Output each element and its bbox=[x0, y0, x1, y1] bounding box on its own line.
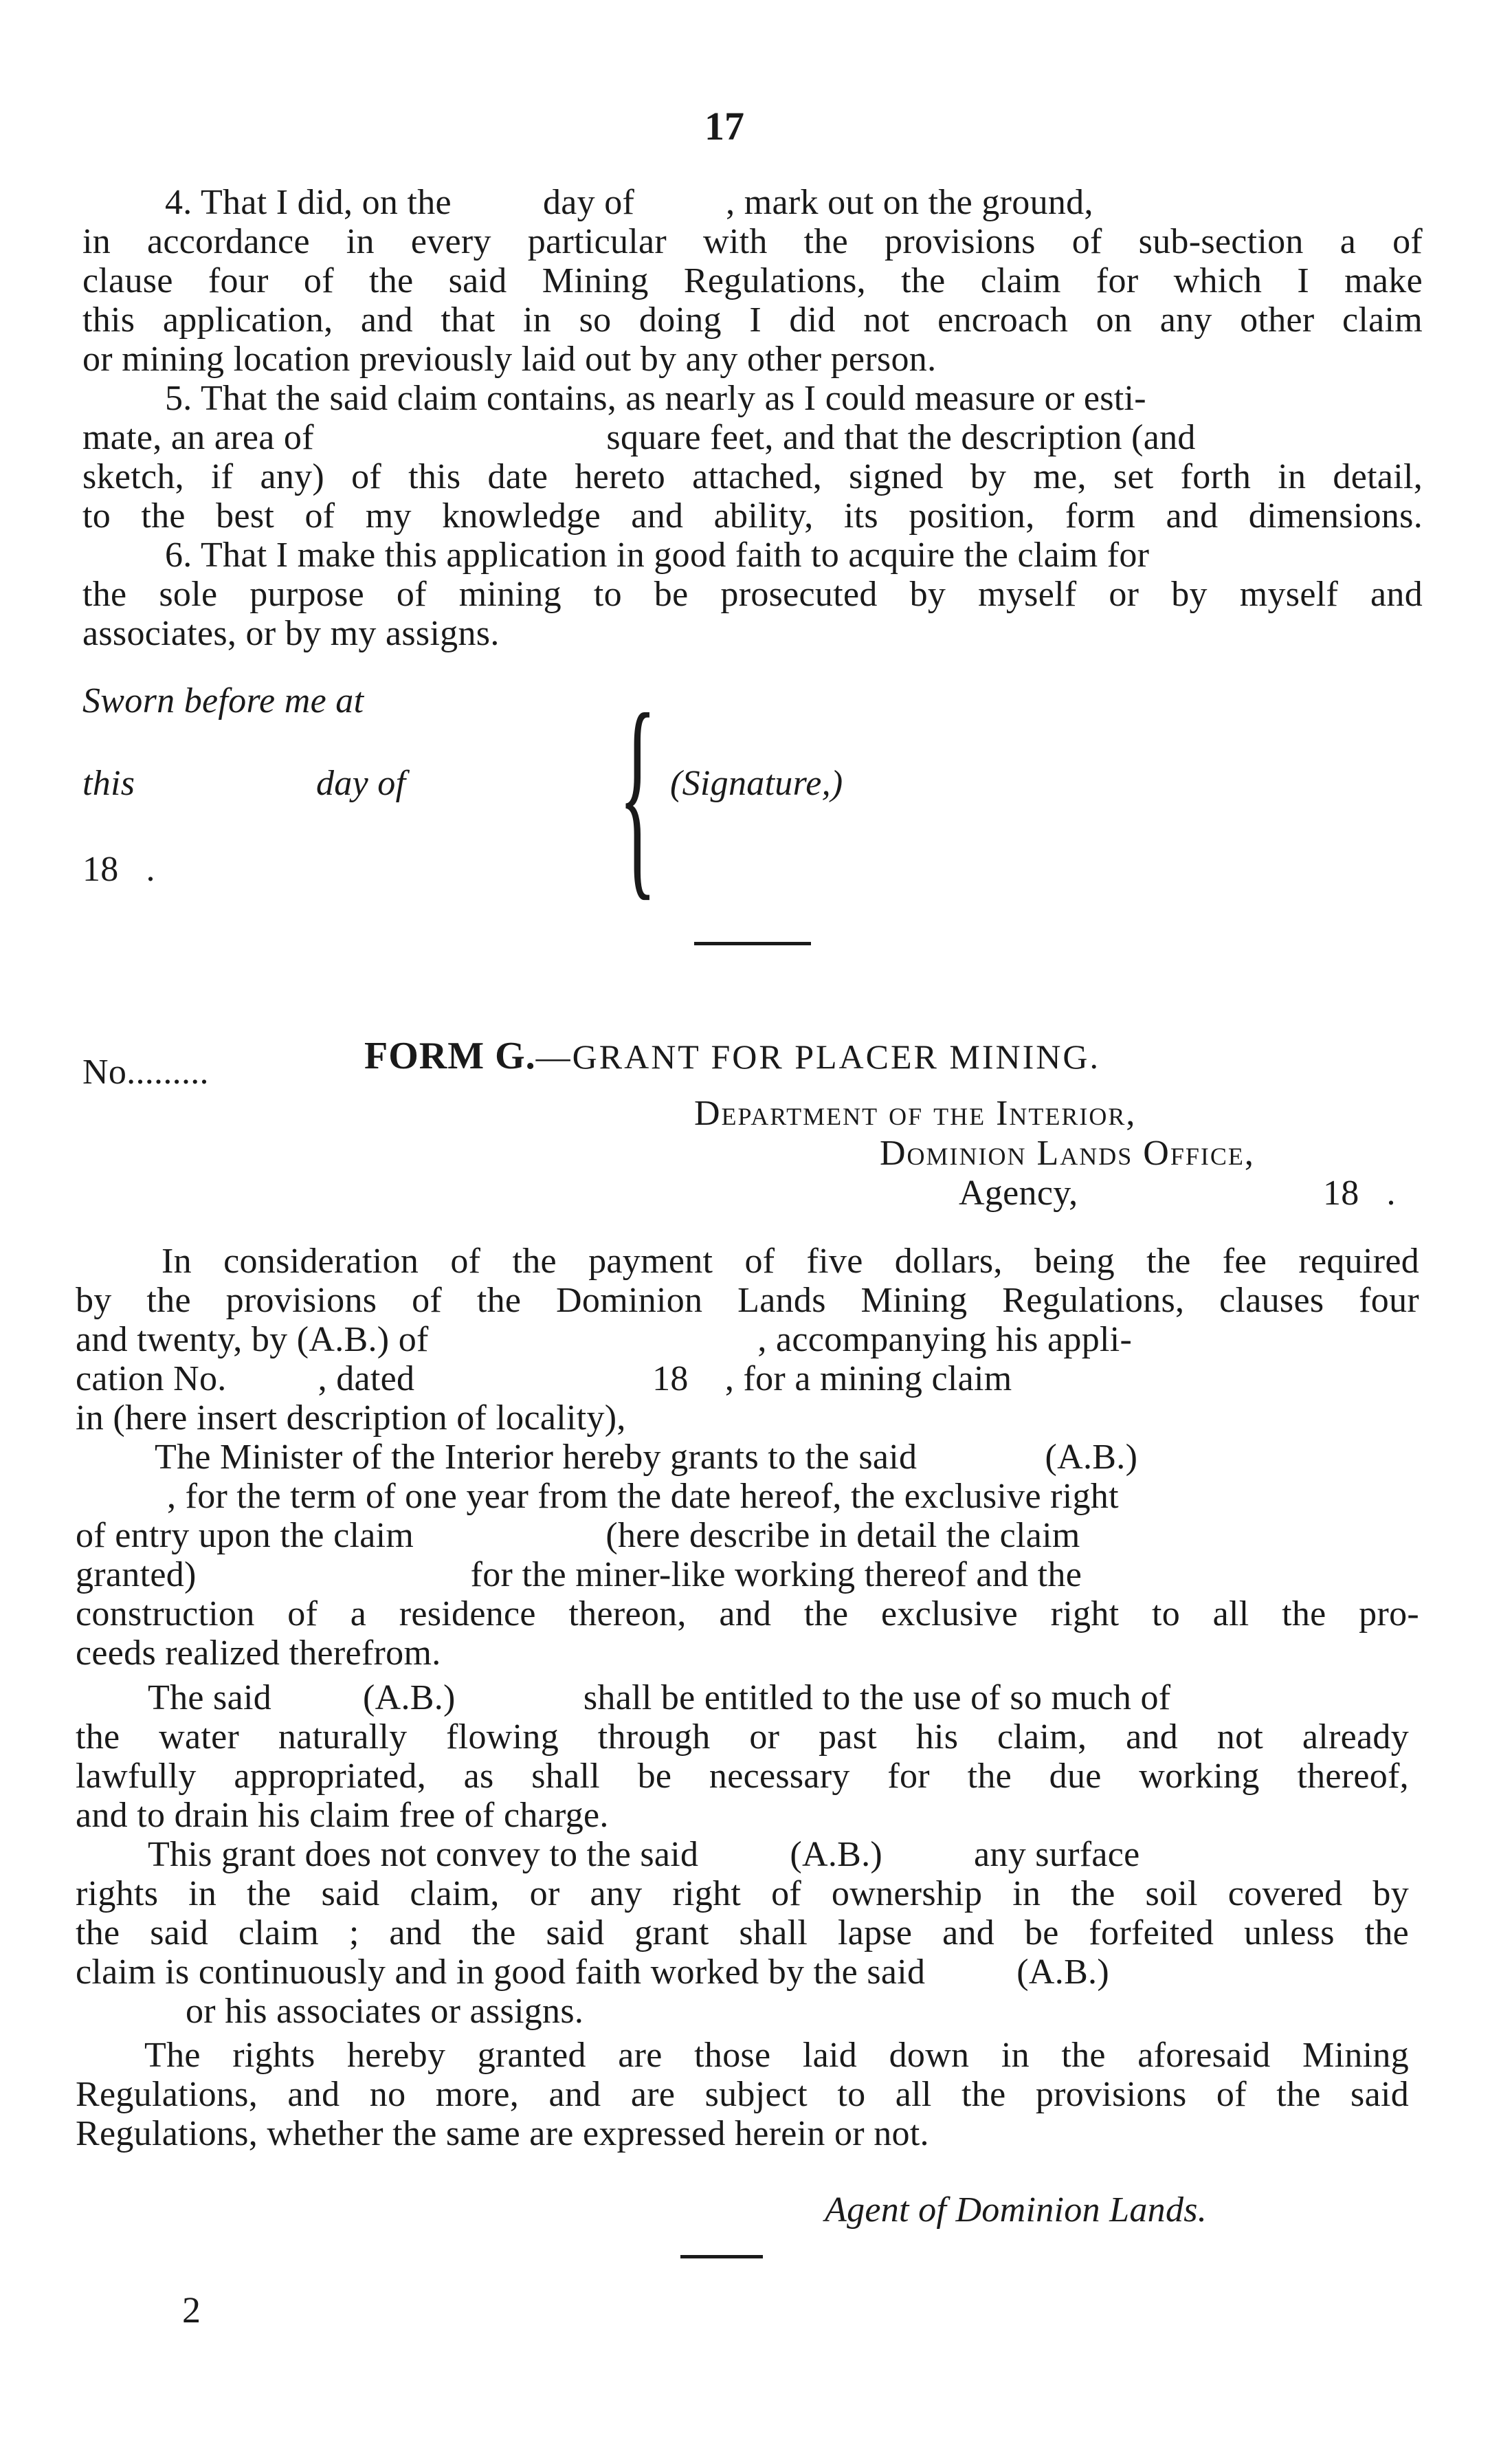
clause-line: or mining location previously laid out by any other person. bbox=[82, 340, 937, 379]
clause-line: in accordance in every particular with the provisions of sub-section a of bbox=[82, 222, 1423, 261]
closing-divider bbox=[680, 2255, 763, 2258]
department-line: Department of the Interior, bbox=[694, 1094, 1137, 1133]
body-line: The rights hereby granted are those laid down in the aforesaid Mining bbox=[144, 2036, 1409, 2075]
clause-line: 6. That I make this application in good faith to acquire the claim for bbox=[165, 536, 1150, 575]
body-line: , for the term of one year from the date hereof, the exclusive right bbox=[76, 1477, 1119, 1516]
body-line: the said claim ; and the said grant shall lapse and be forfeited unless the bbox=[76, 1913, 1409, 1952]
clause-line: 4. That I did, on the day of , mark out on the ground, bbox=[165, 183, 1093, 222]
body-line: and to drain his claim free of charge. bbox=[76, 1796, 609, 1835]
sworn-before-label: Sworn before me at bbox=[82, 681, 364, 720]
body-line: claim is continuously and in good faith worked by the said (A.B.) bbox=[76, 1952, 1109, 1992]
body-line: by the provisions of the Dominion Lands Mining Regulations, clauses four bbox=[76, 1281, 1419, 1320]
body-line: lawfully appropriated, as shall be necessary for the due working thereof, bbox=[76, 1757, 1409, 1796]
body-line: or his associates or assigns. bbox=[186, 1992, 584, 2031]
section-divider bbox=[694, 942, 811, 945]
clause-line: clause four of the said Mining Regulations, the claim for which I make bbox=[82, 261, 1423, 300]
year-label: 18 . bbox=[82, 850, 155, 889]
this-label: this bbox=[82, 764, 135, 803]
office-line: Dominion Lands Office, bbox=[880, 1134, 1255, 1173]
body-line: The Minister of the Interior hereby grants to the said (A.B.) bbox=[155, 1438, 1138, 1477]
clause-line: 5. That the said claim contains, as nearly as I could measure or esti- bbox=[165, 379, 1146, 418]
form-title-bold: FORM G. bbox=[364, 1035, 536, 1077]
body-line: The said (A.B.) shall be entitled to the use of so much of bbox=[148, 1678, 1171, 1717]
body-line: ceeds realized therefrom. bbox=[76, 1634, 441, 1673]
clause-line: sketch, if any) of this date hereto attached, signed by me, set forth in detail, bbox=[82, 457, 1423, 496]
clause-line: associates, or by my assigns. bbox=[82, 614, 500, 653]
body-line: and twenty, by (A.B.) of , accompanying his appli- bbox=[76, 1320, 1133, 1359]
body-line: cation No. , dated 18 , for a mining claim bbox=[76, 1359, 1012, 1398]
body-line: This grant does not convey to the said (A.B.) any surface bbox=[148, 1835, 1140, 1874]
form-title-rest: —GRANT FOR PLACER MINING. bbox=[535, 1037, 1100, 1076]
agency-year: 18 . bbox=[1323, 1174, 1396, 1213]
clause-line: the sole purpose of mining to be prosecuted by myself or by myself and bbox=[82, 575, 1423, 614]
clause-line: this application, and that in so doing I did not encroach on any other claim bbox=[82, 300, 1423, 340]
form-number: No......... bbox=[82, 1053, 209, 1092]
body-line: the water naturally flowing through or past his claim, and not already bbox=[76, 1717, 1409, 1757]
clause-line: mate, an area of square feet, and that the description (and bbox=[82, 418, 1196, 457]
page-number: 17 bbox=[704, 104, 744, 148]
body-line: Regulations, whether the same are expressed herein or not. bbox=[76, 2114, 929, 2153]
clause-line: to the best of my knowledge and ability, its position, form and dimensions. bbox=[82, 496, 1423, 536]
body-line: construction of a residence thereon, and the exclusive right to all the pro- bbox=[76, 1594, 1419, 1634]
body-line: of entry upon the claim (here describe in detail the claim bbox=[76, 1516, 1080, 1555]
brace-mark: { bbox=[619, 668, 657, 919]
body-line: granted) for the miner-like working thereof and the bbox=[76, 1555, 1082, 1594]
signature-label: (Signature,) bbox=[670, 764, 843, 803]
form-title bbox=[344, 990, 1100, 1078]
footer-signature-mark: 2 bbox=[182, 2289, 201, 2331]
body-line: in (here insert description of locality), bbox=[76, 1398, 626, 1438]
body-line: In consideration of the payment of five dollars, being the fee required bbox=[162, 1242, 1419, 1281]
day-of-label: day of bbox=[316, 764, 406, 803]
agent-signature-line: Agent of Dominion Lands. bbox=[825, 2190, 1208, 2230]
body-line: rights in the said claim, or any right of ownership in the soil covered by bbox=[76, 1874, 1409, 1913]
agency-line: Agency, bbox=[959, 1174, 1078, 1213]
body-line: Regulations, and no more, and are subject to all the provisions of the said bbox=[76, 2075, 1409, 2114]
